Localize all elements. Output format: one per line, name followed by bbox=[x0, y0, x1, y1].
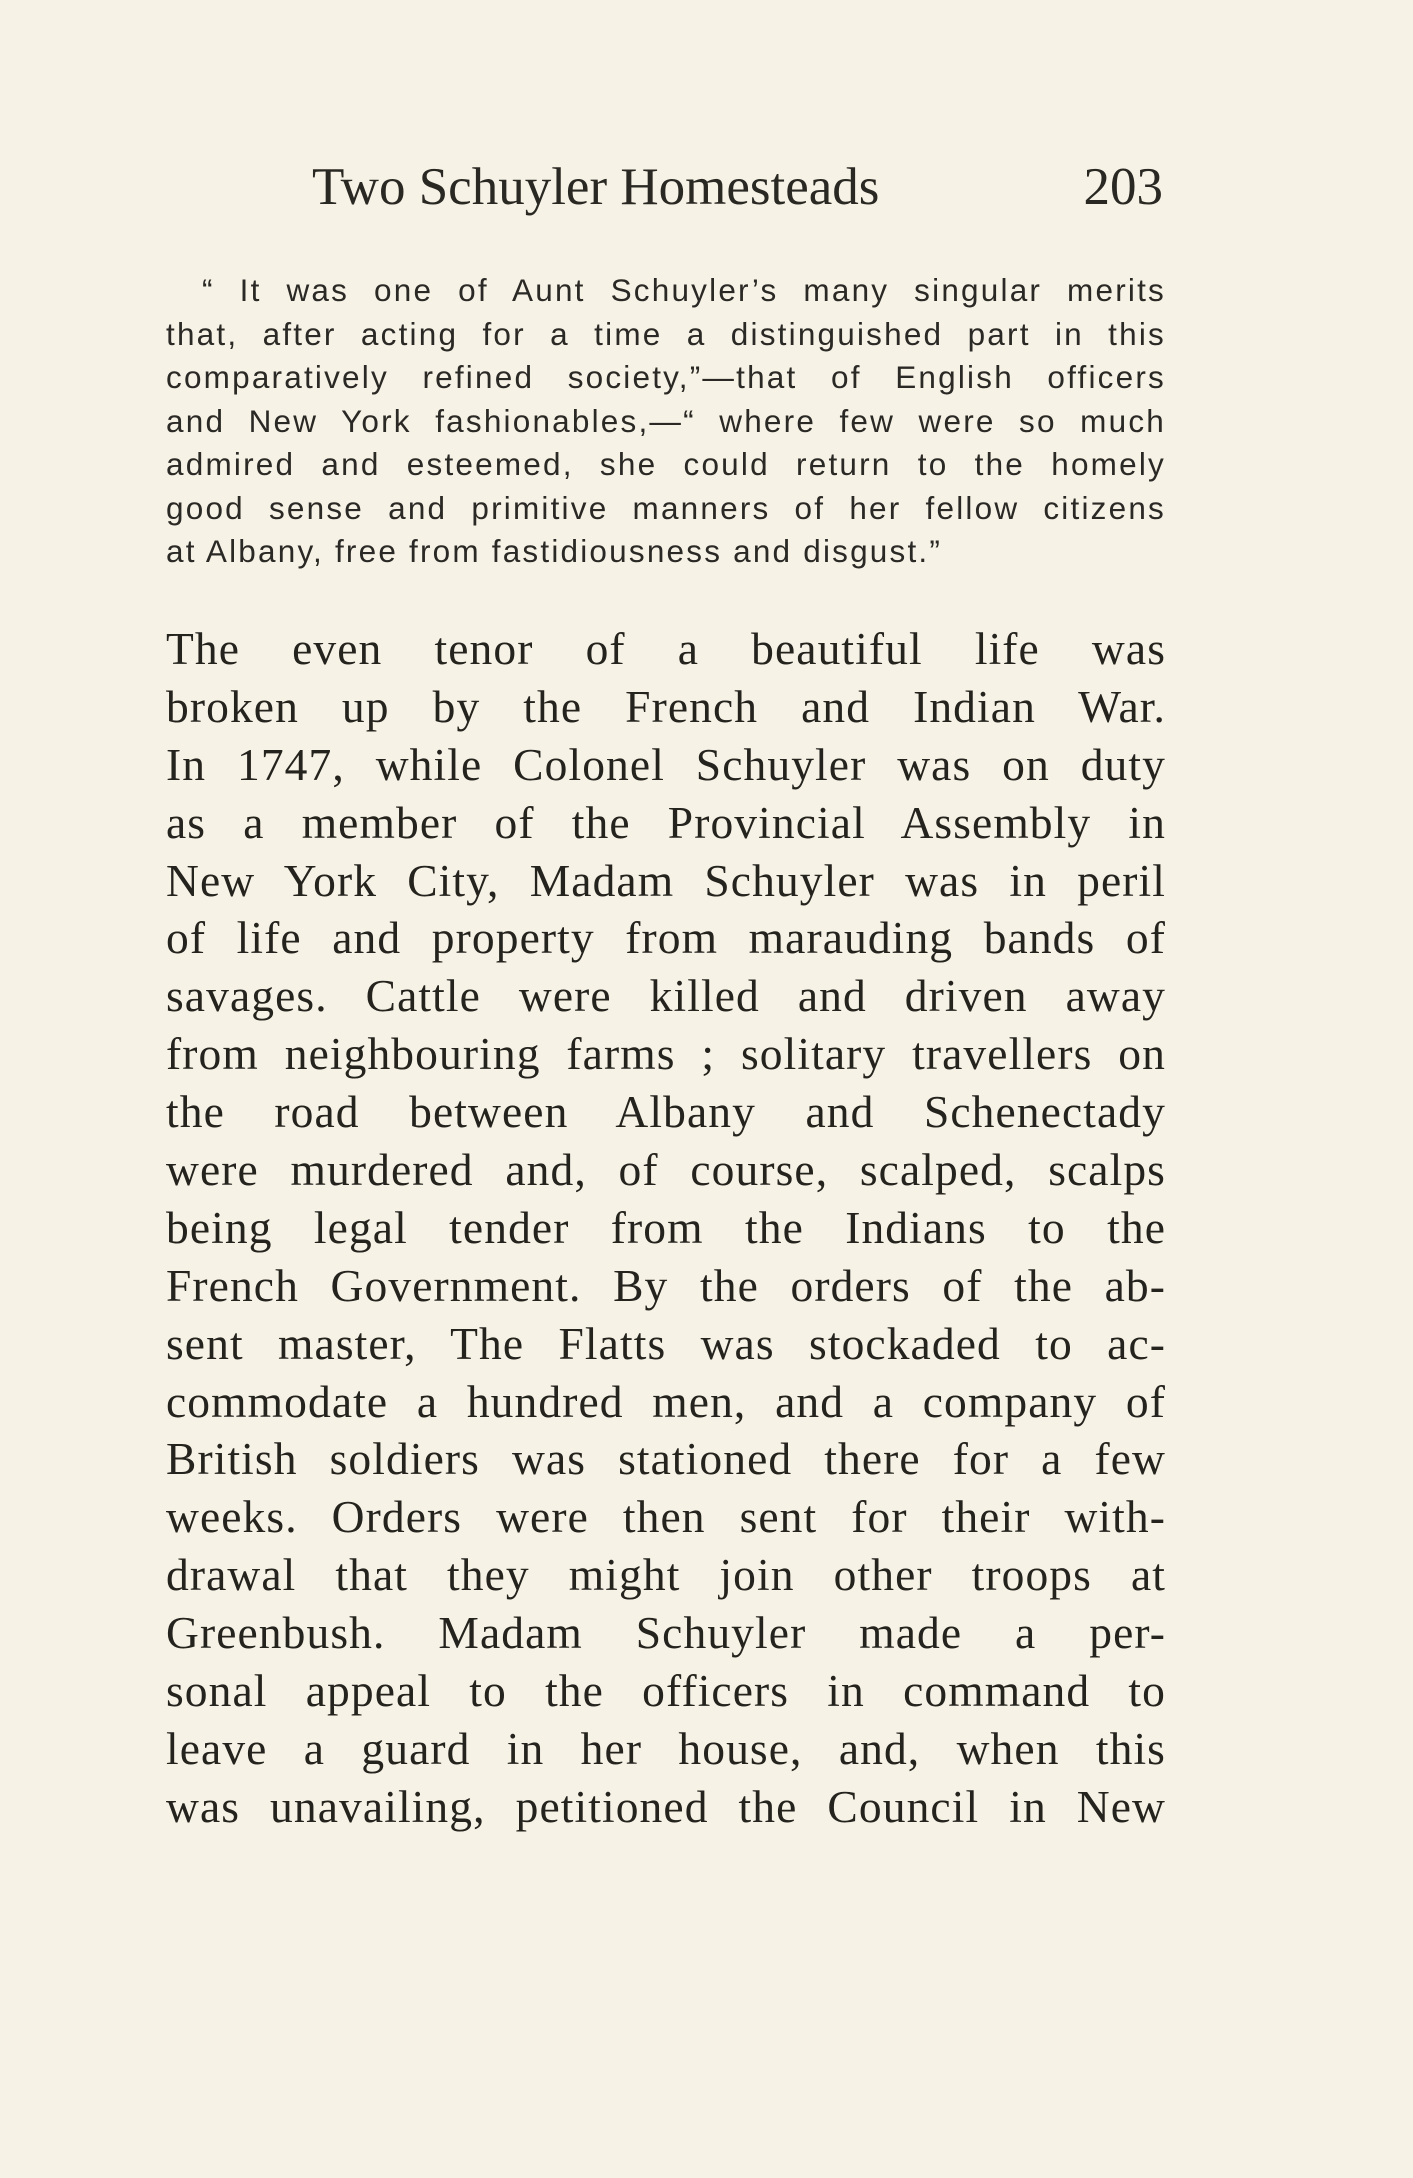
body-line: sonal appeal to the officers in command to bbox=[166, 1665, 1166, 1717]
body-line: the road between Albany and Schenectady bbox=[166, 1086, 1166, 1138]
quote-line: and New York fashionables,—“ where few were so much bbox=[166, 402, 1166, 439]
body-line: Greenbush. Madam Schuyler made a per- bbox=[166, 1607, 1166, 1659]
quote-line: “ It was one of Aunt Schuyler’s many singular merits bbox=[202, 272, 1166, 308]
body-line: In 1747, while Colonel Schuyler was on duty bbox=[166, 738, 1166, 790]
body-paragraph bbox=[166, 620, 1166, 1836]
body-line: broken up by the French and Indian War. bbox=[166, 680, 1166, 732]
body-line: sent master, The Flatts was stockaded to ac- bbox=[166, 1317, 1166, 1369]
body-line: New York City, Madam Schuyler was in peril bbox=[166, 854, 1166, 906]
quote-line: admired and esteemed, she could return to the homely bbox=[166, 446, 1166, 482]
quote-line: at Albany, free from fastidiousness and disgust.” bbox=[166, 533, 943, 569]
body-line: being legal tender from the Indians to the bbox=[166, 1201, 1166, 1253]
body-line: of life and property from marauding bands of bbox=[166, 912, 1166, 964]
block-quote bbox=[166, 269, 1166, 574]
quote-line: good sense and primitive manners of her fellow citizens bbox=[166, 489, 1166, 526]
body-line: French Government. By the orders of the ab- bbox=[166, 1259, 1166, 1311]
page-number: 203 bbox=[1083, 158, 1163, 216]
body-line: British soldiers was stationed there for a few bbox=[166, 1433, 1166, 1485]
quote-line: comparatively refined society,”—that of English officers bbox=[166, 359, 1166, 395]
quote-line: that, after acting for a time a distinguished part in this bbox=[166, 315, 1166, 352]
body-line: was unavailing, petitioned the Council in New bbox=[166, 1780, 1166, 1832]
body-line: leave a guard in her house, and, when this bbox=[166, 1722, 1166, 1774]
body-line: from neighbouring farms ; solitary travellers on bbox=[166, 1028, 1166, 1080]
body-line: as a member of the Provincial Assembly in bbox=[166, 796, 1166, 848]
body-line: were murdered and, of course, scalped, scalps bbox=[166, 1144, 1166, 1196]
running-head bbox=[312, 152, 1163, 222]
body-line: The even tenor of a beautiful life was bbox=[166, 623, 1166, 674]
body-line: savages. Cattle were killed and driven away bbox=[166, 970, 1166, 1022]
body-line: commodate a hundred men, and a company of bbox=[166, 1375, 1166, 1427]
body-line: weeks. Orders were then sent for their with- bbox=[166, 1491, 1166, 1543]
running-title: Two Schuyler Homesteads bbox=[312, 158, 880, 216]
body-line: drawal that they might join other troops at bbox=[166, 1549, 1166, 1601]
